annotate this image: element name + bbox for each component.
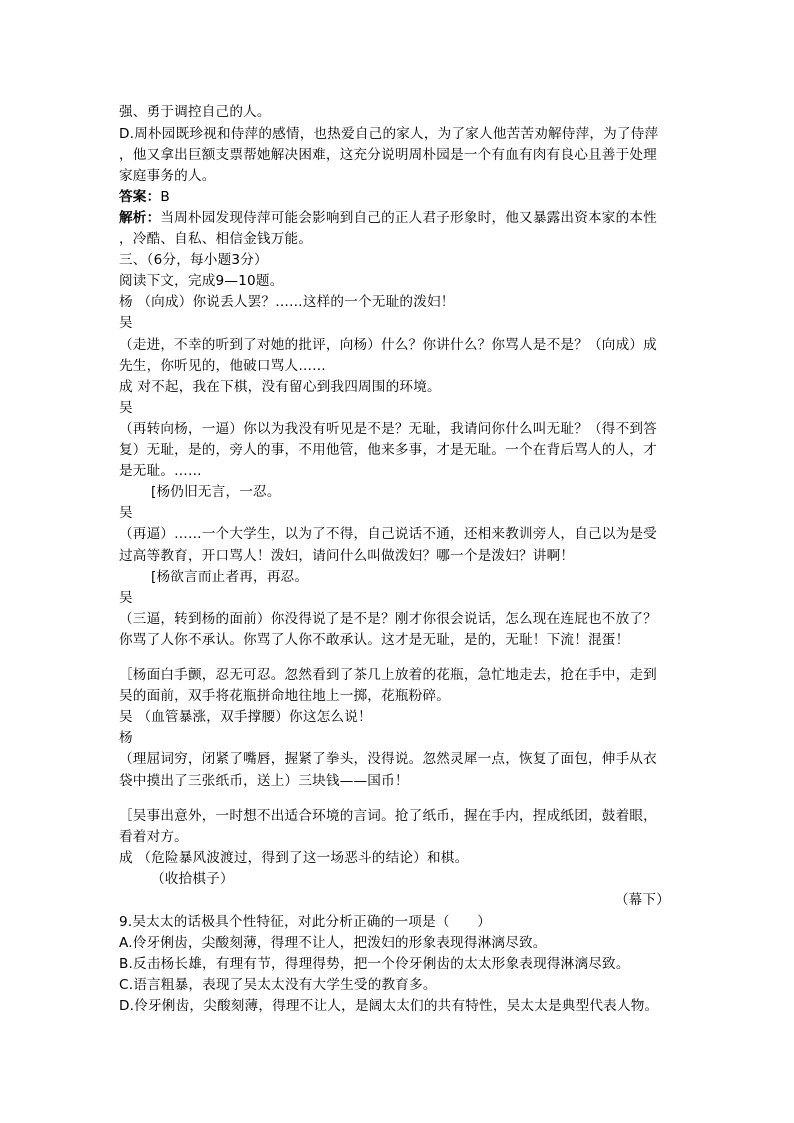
speaker-name: 杨 bbox=[119, 730, 133, 746]
stage-direction: ［杨面白手颤，忍无可忍。忽然看到了茶几上放着的花瓶，急忙地走去，抢在手中，走到 bbox=[119, 667, 657, 683]
dialogue-line: 先生，你听见的，他破口骂人…… bbox=[119, 358, 326, 374]
stage-direction: （收拾棋子） bbox=[151, 871, 234, 887]
stage-direction: [杨仍旧无言，一忍。 bbox=[151, 484, 281, 500]
dialogue-line: （理屈词穷，闭紧了嘴唇，握紧了拳头，没得说。忽然灵犀一点，恢复了面包，伸手从衣 bbox=[119, 751, 657, 767]
section-heading: 三、（6分，每小题3分） bbox=[119, 252, 268, 268]
answer-value: B bbox=[160, 189, 170, 205]
stage-direction: 看着对方。 bbox=[119, 829, 188, 845]
dialogue-line: 你骂了人你不承认。你骂了人你不敢承认。这才是无耻，是的，无耻！下流！混蛋！ bbox=[119, 632, 630, 648]
dialogue-line: （再逼）……一个大学生，以为了不得，自己说话不通，还相来教训旁人，自己以为是受 bbox=[119, 526, 657, 542]
dialogue-line: 过高等教育，开口骂人！泼妇，请问什么叫做泼妇？哪一个是泼妇？讲啊！ bbox=[119, 548, 575, 564]
dialogue-line: 杨 （向成）你说丢人罢？……这样的一个无耻的泼妇！ bbox=[119, 294, 455, 310]
speaker-name: 吴 bbox=[119, 315, 133, 331]
text-line: 家庭事务的人。 bbox=[119, 168, 216, 184]
text-line: 强、勇于调控自己的人。 bbox=[119, 104, 271, 120]
question-9: 9.吴太太的话极具个性特征，对此分析正确的一项是（ ） bbox=[119, 914, 492, 930]
stage-direction: [杨欲言而止者再，再忍。 bbox=[151, 569, 309, 585]
instruction-line: 阅读下文，完成9—10题。 bbox=[119, 273, 284, 289]
option-d: D.伶牙俐齿，尖酸刻薄，得理不让人，是阔太太们的共有特性，吴太太是典型代表人物。 bbox=[119, 998, 659, 1014]
speaker-name: 吴 bbox=[119, 400, 133, 416]
analysis-line bbox=[119, 208, 679, 228]
dialogue-line: （三逼，转到杨的面前）你没得说了是不是？刚才你很会说话，怎么现在连屁也不放了？ bbox=[119, 611, 657, 627]
stage-direction: 吴的面前，双手将花瓶拼命地往地上一掷，花瓶粉碎。 bbox=[119, 688, 451, 704]
dialogue-line: 袋中摸出了三张纸币，送上）三块钱——国币！ bbox=[119, 773, 409, 789]
dialogue-line: 复）无耻，是的，旁人的事，不用他管，他来多事，才是无耻。一个在背后骂人的人，才 bbox=[119, 442, 657, 458]
analysis-label: 解析： bbox=[119, 210, 161, 226]
dialogue-line: 吴 （血管暴涨，双手撑腰）你这怎么说！ bbox=[119, 709, 372, 725]
dialogue-line: （再转向杨，一逼）你以为我没有听见是不是？无耻，我请问你什么叫无耻？（得不到答 bbox=[119, 421, 657, 437]
stage-direction: ［吴事出意外，一时想不出适合环境的言词。抢了纸币，握在手内，捏成纸团，鼓着眼， bbox=[119, 808, 657, 824]
text-line: ，冷酷、自私、相信金钱万能。 bbox=[119, 231, 313, 247]
option-c: C.语言粗暴，表现了吴太太没有大学生受的教育多。 bbox=[119, 977, 437, 993]
option-d-line: D.周朴园既珍视和侍萍的感情，也热爱自己的家人，为了家人他苦苦劝解侍萍，为了侍萍 bbox=[119, 126, 659, 142]
curtain-note: （幕下） bbox=[614, 892, 670, 908]
option-b: B.反击杨长雄，有理有节，得理得势，把一个伶牙俐齿的太太形象表现得淋漓尽致。 bbox=[119, 956, 630, 972]
text-line: ，他又拿出巨额支票帮她解决困难，这充分说明周朴园是一个有血有肉有良心且善于处理 bbox=[119, 147, 657, 163]
dialogue-line: 是无耻。…… bbox=[119, 463, 202, 479]
option-a: A.伶牙俐齿，尖酸刻薄，得理不让人，把泼妇的形象表现得淋漓尽致。 bbox=[119, 935, 547, 951]
dialogue-line: （走进，不幸的听到了对她的批评，向杨）什么？你讲什么？你骂人是不是？（向成）成 bbox=[119, 337, 657, 353]
speaker-name: 吴 bbox=[119, 590, 133, 606]
dialogue-line: 成 （危险暴风波渡过，得到了这一场恶斗的结论）和棋。 bbox=[119, 850, 469, 866]
answer-label: 答案： bbox=[119, 189, 161, 205]
dialogue-line: 成 对不起，我在下棋，没有留心到我四周围的环境。 bbox=[119, 379, 441, 395]
answer-line bbox=[119, 187, 679, 207]
analysis-text: 当周朴园发现侍萍可能会影响到自己的正人君子形象时，他又暴露出资本家的本性 bbox=[160, 210, 657, 226]
speaker-name: 吴 bbox=[119, 505, 133, 521]
